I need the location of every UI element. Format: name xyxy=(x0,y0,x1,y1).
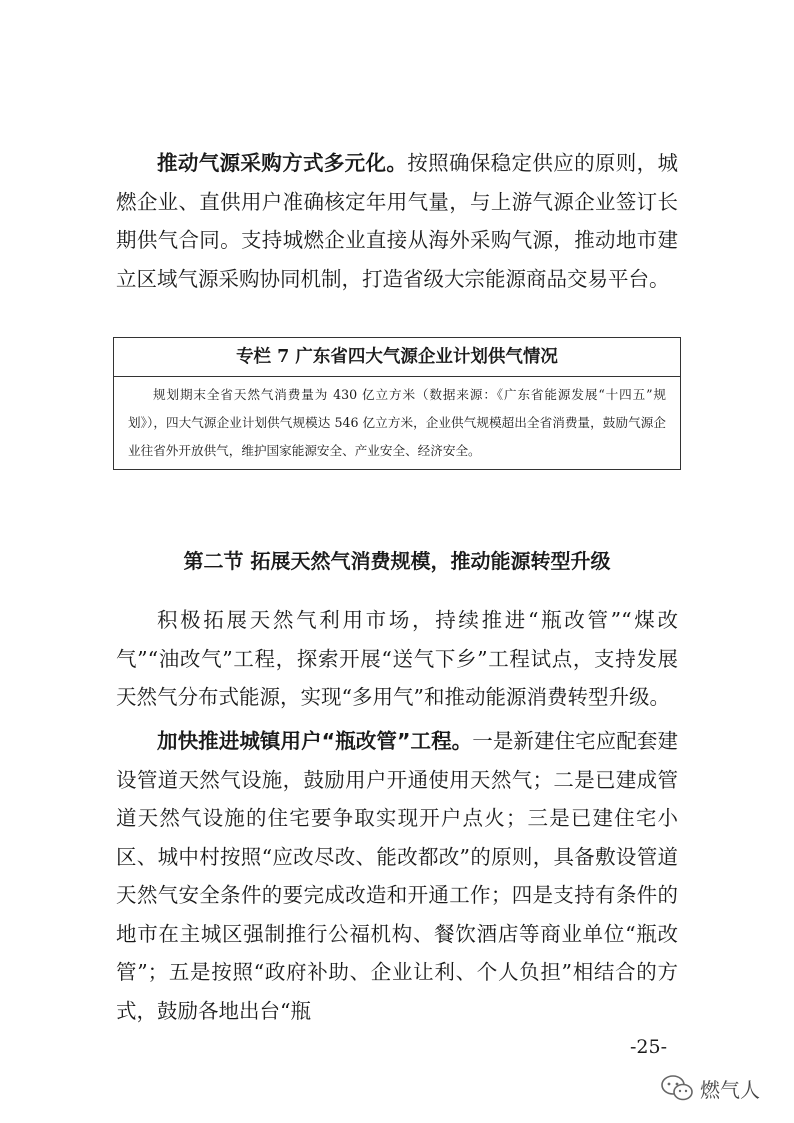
section-heading: 第二节 拓展天然气消费规模，推动能源转型升级 xyxy=(183,549,611,573)
watermark xyxy=(660,1071,760,1105)
paragraph-text: 按照确保稳定供应的原则，城燃企业、直供用户准确核定年用气量，与上游气源企业签订长期供气合同。支持城燃企业直接从海外采购气源，推动地市建立区域气源采购协同机制，打造省级大宗能源商品交易平台。 xyxy=(116,151,678,291)
paragraph-text: 一是新建住宅应配套建设管道天然气设施，鼓励用户开通使用天然气；二是已建成管道天然气设施的住宅要争取实现开户点火；三是已建住宅小区、城中村按照“应改尽改、能改都改”的原则，具备敷设管道天然气安全条件的要完成改造和开通工作；四是支持有条件的地市在主城区强制推行公福机构、餐饮酒店等商业单位“瓶改管”；五是按照“政府补助、企业让利、个人负担”相结合的方式，鼓励各地出台“瓶 xyxy=(116,729,679,1023)
column-box-body: 规划期末全省天然气消费量为 430 亿立方米（数据来源：《广东省能源发展“十四五”规划》），四大气源企业计划供气规模达 546 亿立方米，企业供气规模超出全省消费量，鼓励气源企业往省外开放供气，维护国家能源安全、产业安全、经济安全。 xyxy=(128,387,666,458)
paragraph-text: 积极拓展天然气利用市场，持续推进“瓶改管”“煤改气”“油改气”工程，探索开展“送气下乡”工程试点，支持发展天然气分布式能源，实现“多用气”和推动能源消费转型升级。 xyxy=(116,608,678,709)
column-box xyxy=(113,337,681,470)
watermark-text: 燃气人 xyxy=(700,1077,760,1102)
page-number: -25- xyxy=(630,1036,668,1058)
paragraph-bold-lead: 加快推进城镇用户“瓶改管”工程。 xyxy=(157,729,473,753)
paragraph-expand-market xyxy=(116,601,678,717)
paragraph-bold-lead: 推动气源采购方式多元化。 xyxy=(157,151,408,175)
wechat-icon xyxy=(660,1074,694,1102)
column-box-title: 专栏 7 广东省四大气源企业计划供气情况 xyxy=(114,338,680,377)
paragraph-gas-procurement xyxy=(116,144,678,298)
paragraph-bottle-to-pipe xyxy=(116,722,678,1030)
